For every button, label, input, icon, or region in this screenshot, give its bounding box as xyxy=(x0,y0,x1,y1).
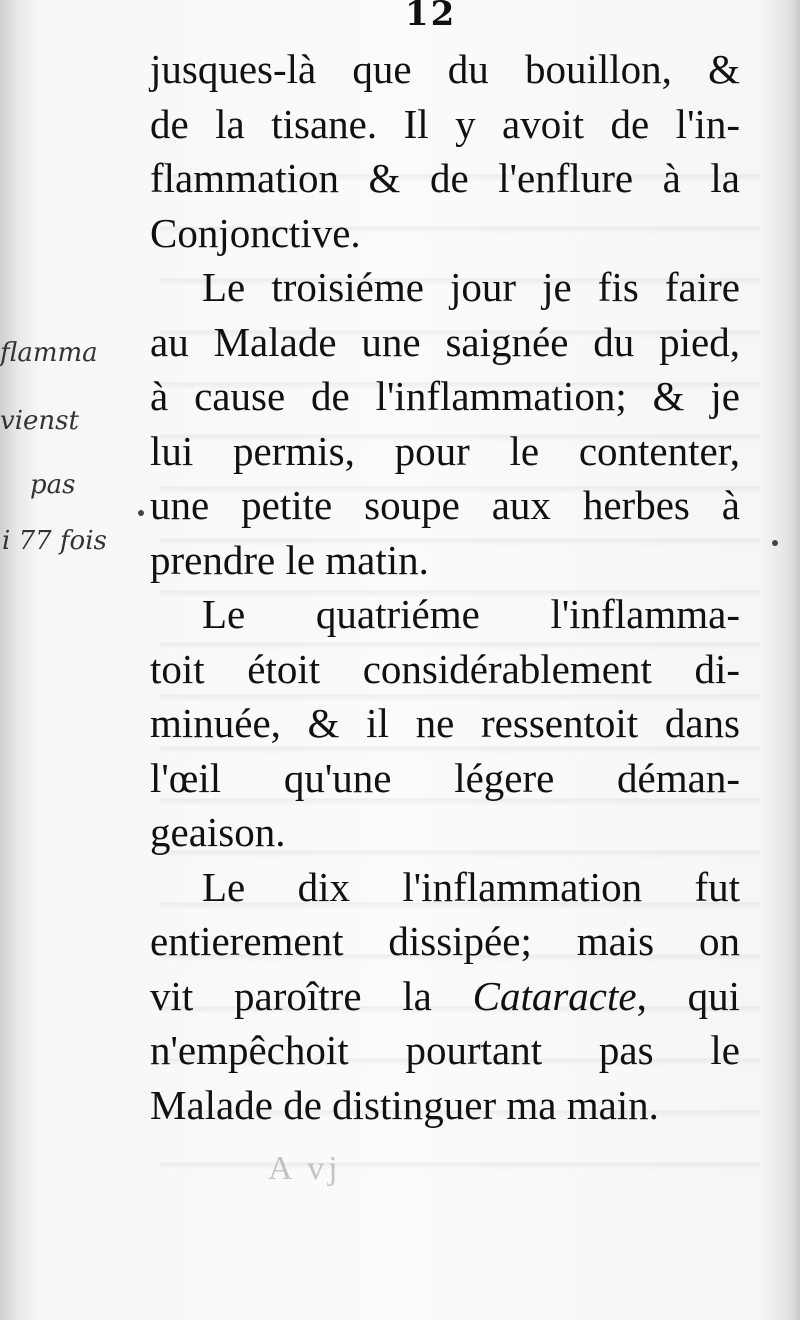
text-line: Le troisiéme jour je fis faire xyxy=(202,264,740,310)
text-line: n'empêchoit pourtant pas le xyxy=(150,1027,740,1073)
text-line: flammation & de l'enflure à la xyxy=(150,155,740,201)
paragraph-2 xyxy=(150,260,740,587)
text-line: prendre le matin. xyxy=(150,536,429,583)
text-line: à cause de l'inflammation; & je xyxy=(150,373,740,419)
paragraph-4 xyxy=(150,860,740,1133)
text-line-with-italic xyxy=(150,969,740,1024)
text-line: geaison. xyxy=(150,809,286,855)
text-line: Conjonctive. xyxy=(150,209,361,256)
text-line: l'œil qu'une légere déman- xyxy=(150,754,740,801)
text-line: Le dix l'inflammation fut xyxy=(202,863,740,910)
ink-speck xyxy=(138,510,144,516)
ink-speck xyxy=(772,540,778,546)
margin-note-3: pas xyxy=(30,470,76,500)
page-number: 12 xyxy=(405,0,457,34)
text-line: au Malade une saignée du pied, xyxy=(150,318,740,365)
body-text xyxy=(150,42,740,1132)
text-line: lui permis, pour le contenter, xyxy=(150,427,740,474)
margin-note-4: i 77 fois xyxy=(2,526,107,556)
paragraph-1 xyxy=(150,42,740,260)
margin-note-2: vienst xyxy=(0,406,79,436)
catchword-signature: A vj xyxy=(268,1150,342,1187)
text-line: minuée, & il ne ressentoit dans xyxy=(150,700,740,746)
text-line: jusques-là que du bouillon, & xyxy=(150,46,740,92)
text-segment: vit paroître la xyxy=(150,972,432,1019)
text-line: Le quatriéme l'inflamma- xyxy=(202,591,740,637)
paragraph-3 xyxy=(150,587,740,860)
italic-term: Cataracte xyxy=(472,972,637,1019)
text-line: Malade de distinguer ma main. xyxy=(150,1081,659,1128)
text-line: entierement dissipée; mais on xyxy=(150,918,740,964)
text-line: une petite soupe aux herbes à xyxy=(150,482,740,528)
handwritten-margin-notes xyxy=(0,320,160,580)
text-line: toit étoit considérablement di- xyxy=(150,645,740,692)
text-segment: , qui xyxy=(636,972,740,1019)
text-line: de la tisane. Il y avoit de l'in- xyxy=(150,100,740,147)
margin-note-1: flamma xyxy=(0,338,98,368)
